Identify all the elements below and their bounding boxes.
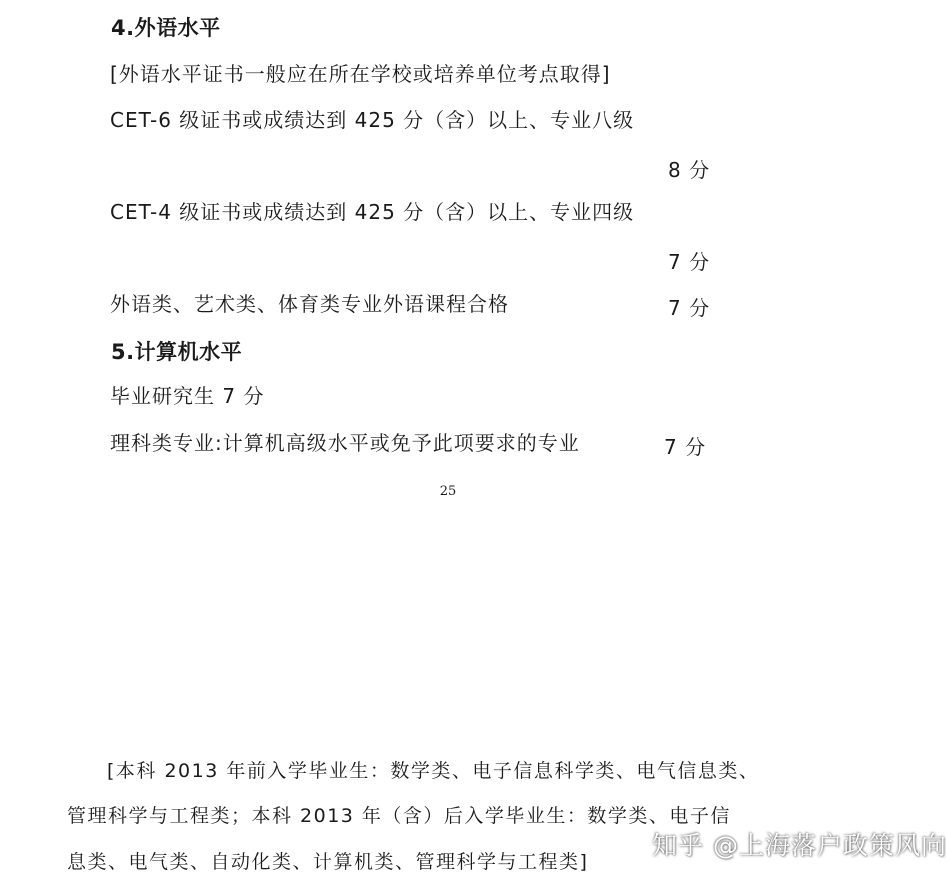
paragraph-line-1: [本科 2013 年前入学毕业生：数学类、电子信息科学类、电气信息类、 bbox=[107, 760, 760, 782]
paragraph-line-2: 管理科学与工程类；本科 2013 年（含）后入学毕业生：数学类、电子信 bbox=[67, 805, 731, 827]
score-science-major: 7 分 bbox=[664, 435, 707, 459]
list-item-cet6: CET-6 级证书或成绩达到 425 分（含）以上、专业八级 bbox=[110, 108, 635, 132]
section-heading-computer: 5.计算机水平 bbox=[111, 340, 243, 364]
list-item-graduate: 毕业研究生 7 分 bbox=[110, 384, 265, 408]
list-item-science-major: 理科类专业:计算机高级水平或免予此项要求的专业 bbox=[110, 431, 580, 455]
section-note-certificate: [外语水平证书一般应在所在学校或培养单位考点取得] bbox=[110, 62, 611, 86]
score-language-major: 7 分 bbox=[668, 296, 711, 320]
page-number: 25 bbox=[439, 484, 457, 499]
paragraph-line-3: 息类、电气类、自动化类、计算机类、管理科学与工程类] bbox=[67, 851, 589, 873]
list-item-cet4: CET-4 级证书或成绩达到 425 分（含）以上、专业四级 bbox=[110, 200, 635, 224]
list-item-language-major: 外语类、艺术类、体育类专业外语课程合格 bbox=[110, 292, 509, 316]
watermark: 知乎 @上海落户政策风向 bbox=[652, 831, 947, 860]
score-cet6: 8 分 bbox=[668, 158, 711, 182]
score-cet4: 7 分 bbox=[668, 250, 711, 274]
section-heading-foreign-language: 4.外语水平 bbox=[111, 16, 221, 40]
